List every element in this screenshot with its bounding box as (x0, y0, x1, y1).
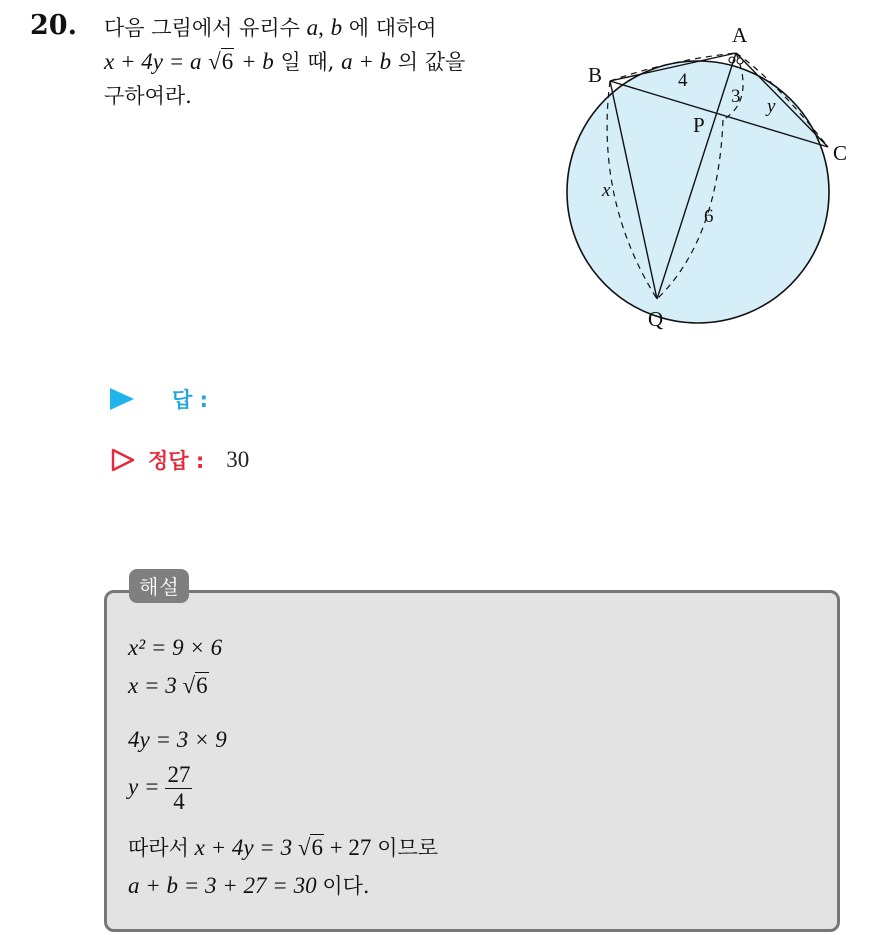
solution-line-2: x = 3 √6 (128, 673, 208, 698)
solution-line-5: 따라서 x + 4y = 3 √6 + 27 이므로 (128, 835, 439, 860)
question-line3: 구하여라. (104, 84, 192, 108)
label-four: 4 (678, 70, 688, 91)
solution-line-6: a + b = 3 + 27 = 30 이다. (128, 873, 370, 898)
solution-line-4: y = $\frac{27}{4}$ (128, 762, 191, 814)
correct-answer-label: 정답 : (148, 449, 205, 473)
var-a: a (306, 15, 319, 40)
expr-lhs: x + 4y = a (104, 49, 202, 74)
question-line1-pre: 다음 그림에서 유리수 (104, 16, 300, 40)
solution-line-1: x² = 9 × 6 (128, 635, 223, 660)
expr-sum: a + b (341, 49, 392, 74)
correct-answer-row (110, 445, 249, 475)
label-c: C (833, 141, 848, 165)
solution-line-3: 4y = 3 × 9 (128, 727, 227, 752)
geometry-figure (560, 20, 860, 340)
question-line2-post: 의 값을 (397, 50, 466, 74)
question-line2-mid: 일 때, (280, 50, 335, 74)
label-p: P (693, 113, 705, 137)
answer-row (110, 384, 208, 414)
label-b: B (588, 63, 603, 87)
angle-mark-2 (737, 58, 743, 64)
answer-label: 답 : (172, 388, 208, 412)
comma: , (318, 15, 324, 40)
label-three: 3 (731, 86, 741, 107)
play-triangle-icon (110, 388, 134, 410)
label-a: A (732, 23, 748, 47)
label-q: Q (648, 307, 664, 331)
var-b: b (330, 15, 343, 40)
label-y: y (767, 96, 776, 117)
solution-tag: 해설 (129, 569, 189, 603)
correct-answer-value: 30 (226, 447, 250, 472)
question-text: 다음 그림에서 유리수 a, b 에 대하여 x + 4y = a √6 + b 일 때, a + b 의 값을 구하여라. (104, 15, 466, 108)
label-x: x (602, 180, 611, 201)
expr-tail: + b (240, 49, 274, 74)
expr-root: 6 (221, 49, 234, 74)
label-six: 6 (704, 206, 714, 227)
question-line1-post: 에 대하여 (348, 16, 437, 40)
outline-triangle-icon (110, 447, 136, 473)
question-number: 20. (30, 10, 77, 41)
